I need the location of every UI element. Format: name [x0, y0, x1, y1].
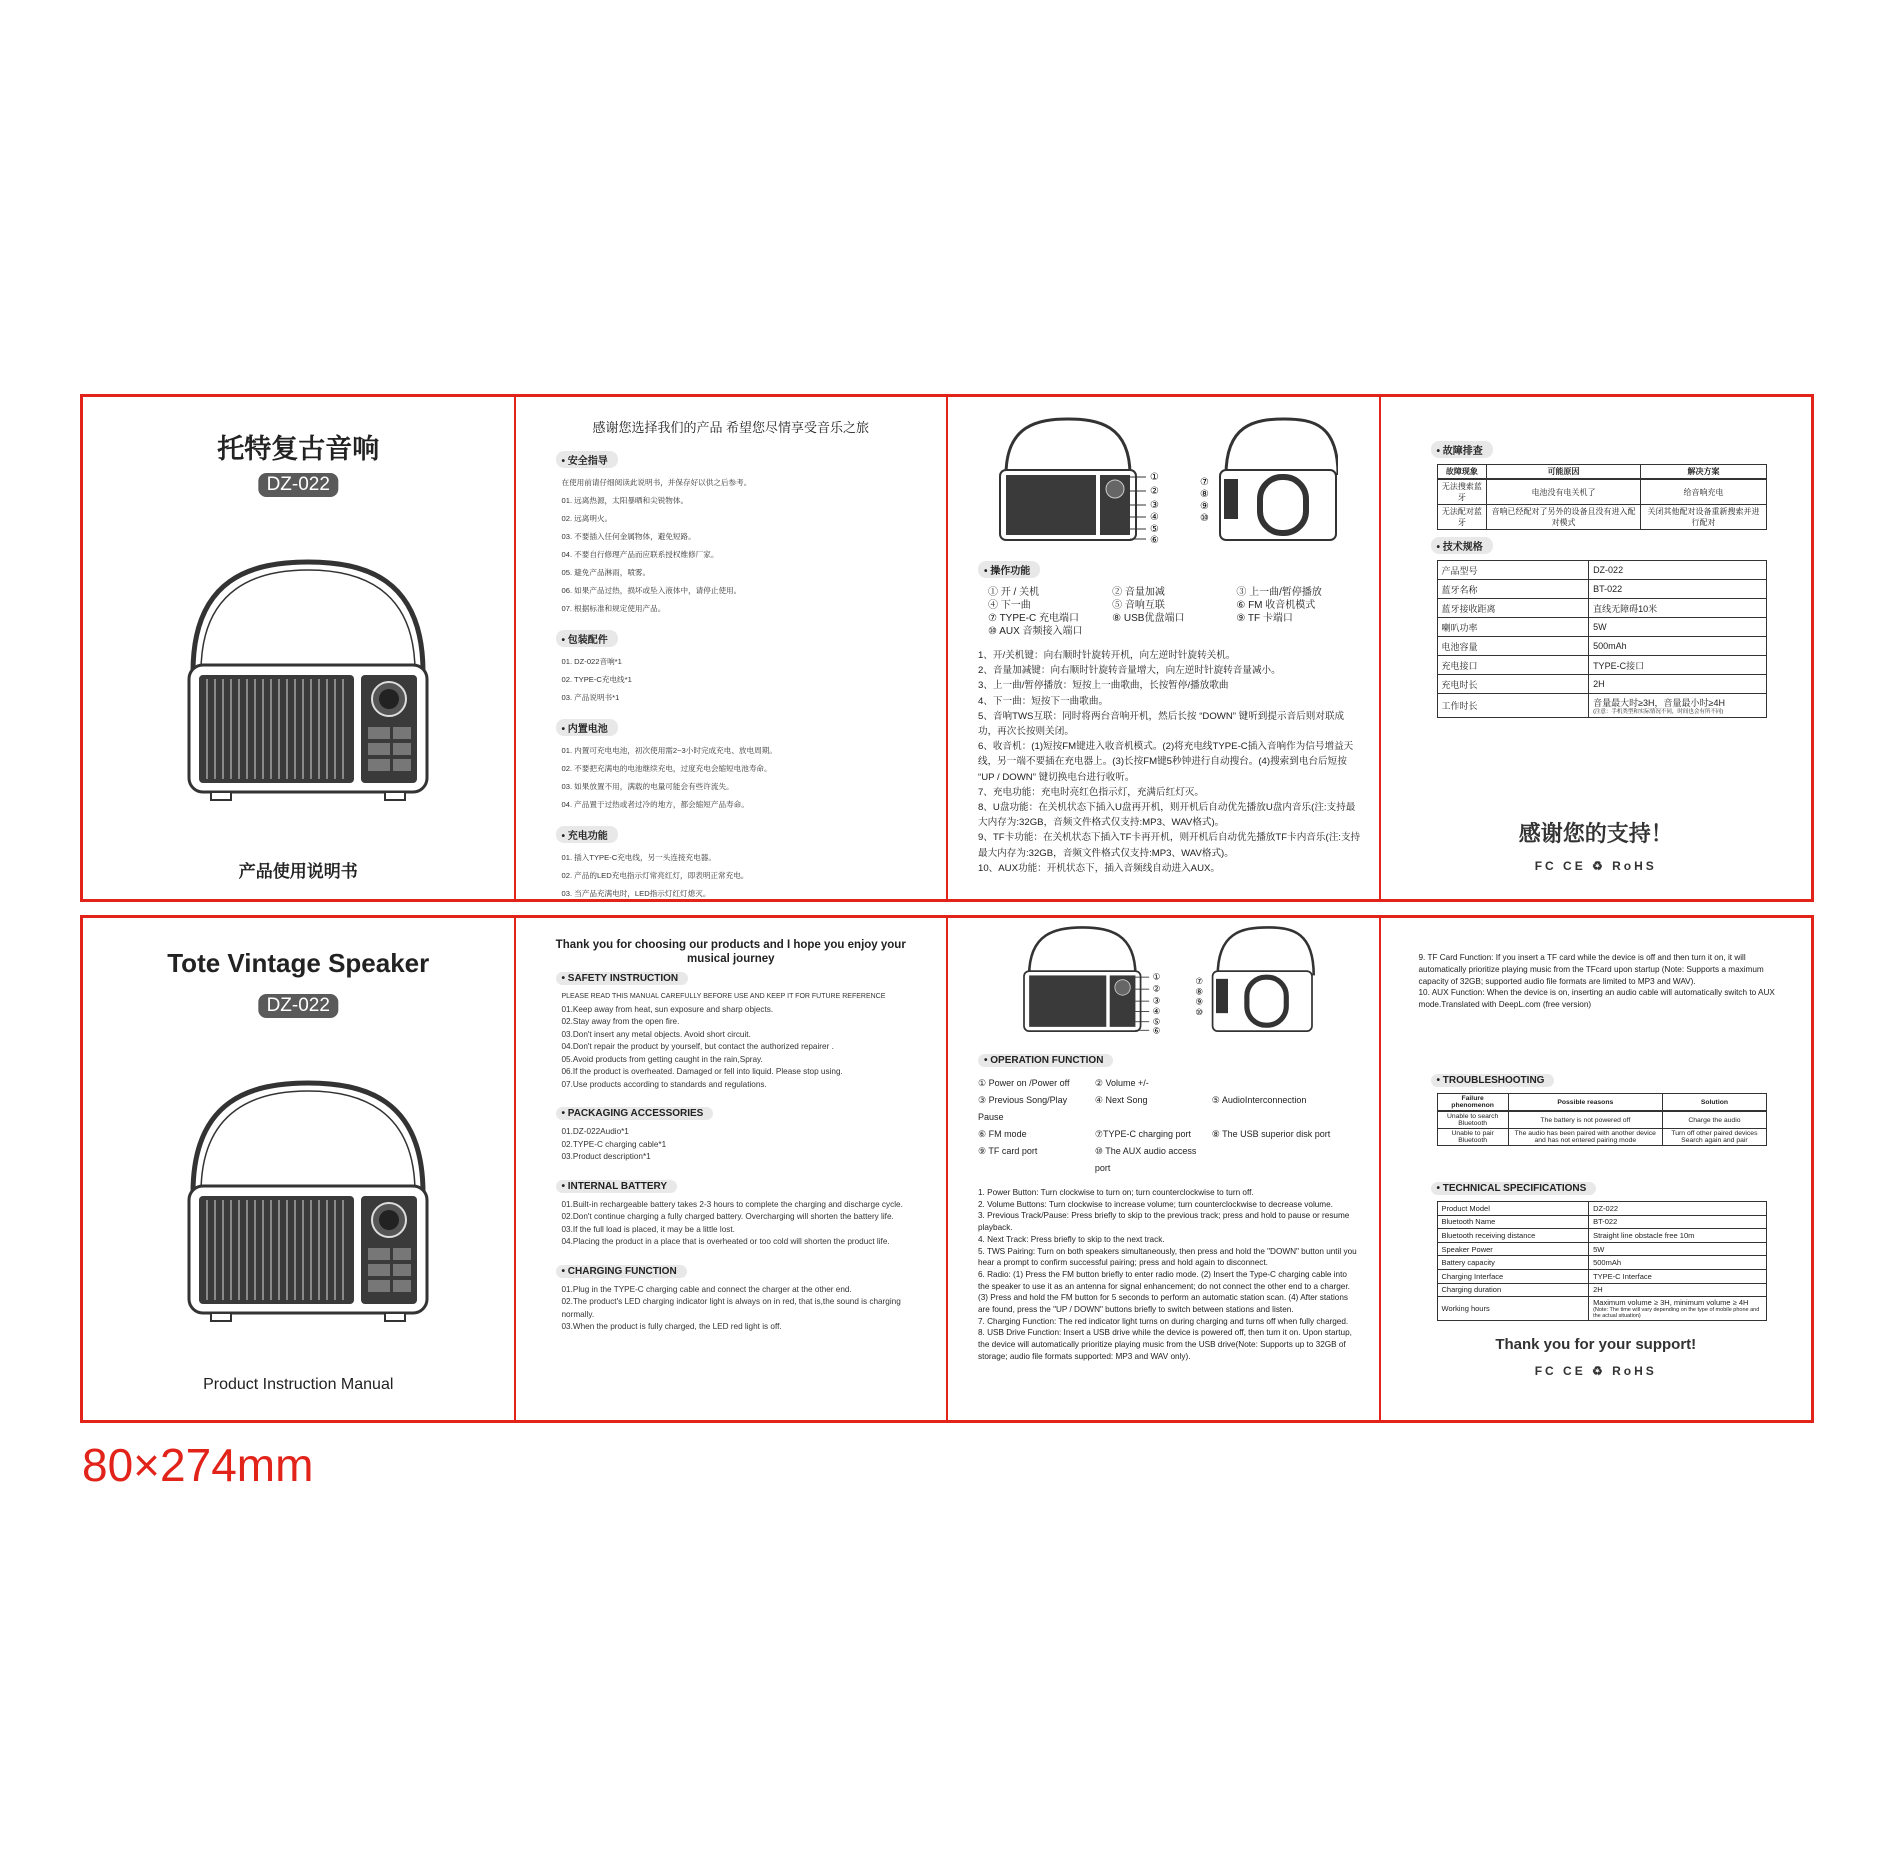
table-row [1437, 656, 1767, 675]
op-item: ⑥ FM 收音机模式 [1236, 600, 1316, 611]
text-line: 04. 产品置于过热或者过冷的地方，都会缩短产品寿命。 [561, 800, 749, 809]
table-cell: 给音响充电 [1640, 479, 1766, 505]
table-row [1437, 599, 1767, 618]
op-item: ⑤ AudioInterconnection [1211, 1095, 1307, 1105]
text-line: 01. 内置可充电电池，初次使用需2~3小时完成充电、放电周期。 [561, 746, 777, 755]
callout-10: ⑩ [1195, 1007, 1204, 1018]
text-line: 6、收音机：(1)短按FM键进入收音机模式。(2)将充电线TYPE-C插入音响作为信号增益天线，另一端不要插在充电器上。(3)长按FM键5秒钟进行自动搜台。(4)搜索到电台后短按 “UP / DOWN” 键切换电台进行收听。 [978, 741, 1354, 783]
text-line: 5. TWS Pairing: Turn on both speakers simultaneously, then press and hold the "DOWN" button until you hear a prompt to confirm successful pairing; press and hold again to disconnect. [978, 1246, 1357, 1268]
table-cell: 工作时长 [1437, 694, 1589, 718]
text-line: 02. 产品的LED充电指示灯常亮红灯，即表明正常充电。 [561, 871, 749, 880]
table-cell: Bluetooth Name [1437, 1215, 1589, 1229]
cover-footer: Product Instruction Manual [203, 1376, 394, 1393]
text-line: 7. Charging Function: The red indicator light turns on during charging and turns off when fully charged. [978, 1316, 1349, 1326]
work-hours-note: (注意：手机类型和实际情况不同，时间也会有所不同) [1593, 709, 1724, 715]
section-safety [556, 966, 917, 1091]
table-cell [1589, 1297, 1767, 1321]
callout-8: ⑧ [1200, 489, 1209, 500]
table-cell: TYPE-C Interface [1589, 1269, 1767, 1283]
table-cell: 充电时长 [1437, 675, 1589, 694]
operation-functions [978, 1048, 1361, 1363]
text-line: 2、音量加减键：向右顺时针旋转音量增大，向左逆时针旋转音量减小。 [978, 665, 1281, 677]
panel-cover-en [83, 918, 516, 1420]
text-line: 3、上一曲/暂停播放：短按上一曲歌曲，长按暂停/播放歌曲 [978, 680, 1229, 692]
cert-logos-icon: FC CE ♻ RoHS [1534, 859, 1657, 873]
text-line: 03.Product description*1 [561, 1152, 651, 1161]
speaker-illustration [183, 547, 433, 807]
callout-8: ⑧ [1195, 987, 1204, 998]
table-row [1437, 479, 1767, 505]
callout-4: ④ [1152, 1007, 1161, 1017]
callout-1: ① [1150, 472, 1159, 483]
continued-functions [1419, 952, 1782, 1011]
op-item: ② Volume +/- [1094, 1078, 1149, 1088]
text-line: 4、下一曲：短按下一曲歌曲。 [978, 695, 1109, 707]
table-row [1437, 505, 1767, 530]
intro-text: Thank you for choosing our products and I hope you enjoy your musical journey [555, 939, 906, 966]
op-item: ④ 下一曲 [988, 600, 1031, 611]
model-badge: DZ-022 [259, 994, 338, 1018]
spec-table [1437, 1201, 1768, 1321]
ops-list [978, 1187, 1361, 1363]
dimension-label: 80×274mm [82, 1439, 314, 1491]
table-cell: 无法搜索蓝牙 [1437, 479, 1487, 505]
callout-3: ③ [1150, 500, 1159, 511]
table-cell: 500mAh [1589, 637, 1767, 656]
table-row [1437, 1256, 1767, 1270]
sheet-chinese [80, 394, 1814, 902]
panel-functions-en [948, 918, 1381, 1420]
spec-block [1431, 535, 1762, 718]
text-line: 06. 如果产品过热，损坏或坠入液体中，请停止使用。 [561, 586, 742, 595]
section-title: • 安全指导 [556, 451, 618, 468]
table-cell: 蓝牙接收距离 [1437, 599, 1589, 618]
work-hours-note: (Note: The time will vary depending on the type of mobile phone and the actual situation) [1593, 1307, 1760, 1320]
callout-9: ⑨ [1195, 997, 1204, 1008]
callout-2: ② [1152, 984, 1161, 995]
manual-sections [556, 449, 917, 899]
text-line: 04.Don't repair the product by yourself, but contact the authorized repairer . [561, 1042, 834, 1051]
table-row [1437, 580, 1767, 599]
text-line: 02. 远离明火。 [561, 514, 613, 523]
work-hours-value: Maximum volume ≥ 3H, minimum volume ≥ 4H [1593, 1298, 1749, 1308]
op-item: ⑩ The AUX audio access port [1094, 1146, 1197, 1173]
op-item: ② 音量加减 [1112, 587, 1165, 598]
table-cell: 2H [1589, 675, 1767, 694]
text-line: 8、U盘功能：在关机状态下插入U盘再开机，则开机后自动优先播放U盘内音乐(注:支持最大内存为:32GB，音频文件格式仅支持:MP3、WAV格式)。 [978, 802, 1356, 829]
section-accessories [556, 1101, 917, 1164]
operation-functions [978, 559, 1361, 876]
op-item: ⑧ The USB superior disk port [1211, 1129, 1331, 1139]
callout-7: ⑦ [1195, 977, 1204, 987]
panel-functions-cn [948, 397, 1381, 899]
speaker-diagram [998, 924, 1338, 1044]
section-title: • OPERATION FUNCTION [978, 1054, 1113, 1067]
table-cell: BT-022 [1589, 580, 1767, 599]
callout-1: ① [1152, 972, 1161, 983]
text-line: 01.Built-in rechargeable battery takes 2-3 hours to complete the charging and discharge cycle. [561, 1199, 903, 1209]
text-line: 01. DZ-022音响*1 [561, 657, 622, 666]
op-item: ① Power on /Power off [978, 1078, 1070, 1088]
table-row [1437, 1202, 1767, 1216]
table-cell: 直线无障碍10米 [1589, 599, 1767, 618]
callout-6: ⑥ [1152, 1026, 1161, 1037]
cert-logos-icon: FC CE ♻ RoHS [1534, 1364, 1657, 1378]
table-cell: Unable to pair Bluetooth [1437, 1129, 1508, 1146]
text-line: 8. USB Drive Function: Insert a USB drive while the device is powered off, then turn it on. Upon startup, the device will automatically prioritize playing music from the USB drive(Note: Supports up to 32GB of storage; audio file formats supported: MP3 and WAV only). [978, 1328, 1352, 1361]
text-line: 05.Avoid products from getting caught in the rain,Spray. [561, 1054, 763, 1064]
table-cell: Charging duration [1437, 1283, 1589, 1297]
table-cell: 充电接口 [1437, 656, 1589, 675]
callout-3: ③ [1152, 996, 1161, 1007]
text-line: 在使用前请仔细阅读此说明书，并保存好以供之后参考。 [561, 478, 752, 487]
section-title: • TECHNICAL SPECIFICATIONS [1431, 1182, 1597, 1195]
section-battery [556, 717, 917, 814]
section-title: • 包装配件 [556, 630, 618, 647]
table-cell: Speaker Power [1437, 1242, 1589, 1256]
op-item [1212, 1143, 1361, 1177]
speaker-illustration [183, 1068, 433, 1328]
text-line: 9. TF Card Function: If you insert a TF card while the device is off and then turn it on, it will automatically prioritize playing music from the TFcard upon startup (Note: Supports a maximum capacity of 32GB; supported audio file formats are limited to MP3 and WAV). [1418, 953, 1764, 986]
table-row [1437, 1269, 1767, 1283]
text-line: 7、充电功能：充电时亮红色指示灯，充满后红灯灭。 [978, 786, 1204, 798]
table-row [1437, 1283, 1767, 1297]
thanks-text: Thank you for your support! [1495, 1336, 1697, 1353]
op-item: ⑨ TF card port [978, 1146, 1038, 1156]
table-header: Failure phenomenon [1437, 1094, 1508, 1112]
table-cell: Working hours [1437, 1297, 1589, 1321]
troubleshooting-table [1437, 1093, 1768, 1146]
text-line: 04. 不要自行修理产品而应联系授权维修厂家。 [561, 550, 719, 559]
troubleshooting-table [1437, 464, 1768, 530]
thanks-text: 感谢您的支持！ [1518, 821, 1673, 846]
table-row [1437, 1111, 1767, 1129]
table-cell: Straight line obstacle free 10m [1589, 1229, 1767, 1243]
callout-5: ⑤ [1152, 1017, 1161, 1028]
speaker-diagram [998, 415, 1338, 555]
ops-grid [978, 1075, 1361, 1177]
table-cell: 关闭其他配对设备重新搜索并进行配对 [1640, 505, 1766, 530]
text-line: 07. 根据标准和规定使用产品。 [561, 604, 666, 613]
table-cell: Battery capacity [1437, 1256, 1589, 1270]
op-item: ⑥ FM mode [978, 1129, 1027, 1139]
table-cell: 音响已经配对了另外的设备且没有进入配对模式 [1487, 505, 1641, 530]
table-cell: 电池容量 [1437, 637, 1589, 656]
op-item: ③ 上一曲/暂停播放 [1236, 587, 1322, 598]
table-header: 可能原因 [1487, 465, 1641, 480]
panel-cover-cn [83, 397, 516, 899]
text-line: 02.TYPE-C charging cable*1 [561, 1139, 667, 1149]
table-cell: 喇叭功率 [1437, 618, 1589, 637]
table-cell: 5W [1589, 618, 1767, 637]
text-line: 07.Use products according to standards and regulations. [561, 1079, 767, 1089]
table-row [1437, 561, 1767, 580]
text-line: 02. 不要把充满电的电池继续充电，过度充电会缩短电池寿命。 [561, 764, 772, 773]
work-hours-value: 音量最大时≥3H，音量最小时≥4H [1593, 698, 1725, 708]
panel-manual-en [516, 918, 949, 1420]
section-safety [556, 449, 917, 618]
section-title: • CHARGING FUNCTION [556, 1265, 687, 1278]
callout-4: ④ [1150, 512, 1159, 523]
op-item: ① 开 / 关机 [988, 587, 1040, 598]
table-cell: 5W [1589, 1242, 1767, 1256]
section-battery [556, 1174, 917, 1249]
table-row [1437, 1215, 1767, 1229]
table-cell: The battery is not powered off [1508, 1111, 1662, 1129]
text-line: 04.Placing the product in a place that is overheated or too cold will shorten the product life. [561, 1237, 890, 1246]
text-line: 03. 不要插入任何金属物体，避免短路。 [561, 532, 696, 541]
table-cell: 产品型号 [1437, 561, 1589, 580]
text-line: 01. 插入TYPE-C充电线，另一头连接充电器。 [561, 853, 716, 862]
text-line: 3. Previous Track/Pause: Press briefly to skip to the previous track; press and hold to pause or resume playback. [978, 1211, 1350, 1233]
section-title: • PACKAGING ACCESSORIES [556, 1107, 714, 1120]
section-title: • SAFETY INSTRUCTION [556, 972, 689, 985]
table-header: Possible reasons [1508, 1094, 1662, 1112]
text-line: 02. TYPE-C充电线*1 [561, 675, 632, 684]
table-cell: Charge the audio [1662, 1111, 1766, 1129]
text-line: 2. Volume Buttons: Turn clockwise to increase volume; turn counterclockwise to decrease volume. [978, 1199, 1333, 1209]
table-cell: BT-022 [1589, 1215, 1767, 1229]
text-line: 5、音响TWS互联：同时将两台音响开机，然后长按 “DOWN” 键听到提示音后则对联成功，再次长按则关闭。 [978, 710, 1345, 738]
section-title: • 操作功能 [978, 561, 1040, 578]
text-line: 6. Radio: (1) Press the FM button briefly to enter radio mode. (2) Insert the Type-C charging cable into the speaker to use it as an antenna for signal enhancement; do not connect the other end to a charger. (3) Press and hold the FM button for 5 seconds to perform an automatic station scan. (4) After stations are found, press the "UP / DOWN" buttons briefly to switch between stations and listen. [978, 1269, 1350, 1315]
intro-text: 感谢您选择我们的产品 希望您尽情享受音乐之旅 [592, 420, 870, 435]
text-line: 03.When the product is fully charged, the LED red light is off. [561, 1322, 782, 1331]
callout-2: ② [1150, 486, 1159, 497]
text-line: 01.Plug in the TYPE-C charging cable and connect the charger at the other end. [561, 1284, 852, 1294]
section-charging [556, 1259, 917, 1334]
ops-grid [988, 586, 1361, 638]
text-line: 03.Don't insert any metal objects. Avoid short circuit. [561, 1029, 751, 1039]
text-line: 03.If the full load is placed, it may be a little lost. [561, 1224, 735, 1234]
troubleshooting-block [1431, 439, 1762, 530]
op-item: ⑤ 音响互联 [1112, 600, 1165, 611]
section-accessories [556, 628, 917, 707]
text-line: 02.Don't continue charging a fully charged battery. Overcharging will shorten the battery life. [561, 1212, 894, 1221]
table-cell: Product Model [1437, 1202, 1589, 1216]
section-title: • TROUBLESHOOTING [1431, 1074, 1555, 1087]
text-line: 01. 远离热源，太阳暴晒和尖锐物体。 [561, 496, 689, 505]
text-line: 10、AUX功能：开机状态下，插入音频线自动进入AUX。 [978, 862, 1220, 874]
table-header: 故障现象 [1437, 465, 1487, 480]
table-cell [1589, 694, 1767, 718]
table-cell: 500mAh [1589, 1256, 1767, 1270]
table-cell: Turn off other paired devices Search again and pair [1662, 1129, 1766, 1146]
table-cell: The audio has been paired with another device and has not entered pairing mode [1508, 1129, 1662, 1146]
table-row [1437, 618, 1767, 637]
spec-block [1431, 1176, 1762, 1321]
op-item: ⑦TYPE-C charging port [1094, 1129, 1191, 1139]
text-line: 02.Stay away from the open fire. [561, 1017, 680, 1026]
section-title: • INTERNAL BATTERY [556, 1180, 678, 1193]
panel-specs-cn [1381, 397, 1812, 899]
op-item: ⑨ TF 卡端口 [1236, 613, 1293, 624]
op-item: ⑧ USB优盘端口 [1112, 613, 1185, 624]
model-badge: DZ-022 [259, 473, 338, 497]
table-cell: 2H [1589, 1283, 1767, 1297]
callout-7: ⑦ [1200, 477, 1209, 488]
op-item: ⑩ AUX 音频接入端口 [988, 626, 1083, 637]
op-item: ⑦ TYPE-C 充电端口 [988, 613, 1080, 624]
callout-5: ⑤ [1150, 524, 1159, 535]
text-line: 1、开/关机键：向右顺时针旋转开机，向左逆时针旋转关机。 [978, 650, 1236, 661]
table-row [1437, 1297, 1767, 1321]
text-line: 9、TF卡功能：在关机状态下插入TF卡再开机，则开机后自动优先播放TF卡内音乐(注:支持最大内存为:32GB，音频文件格式仅支持:MP3、WAV格式)。 [978, 832, 1361, 859]
text-line: 01.Keep away from heat, sun exposure and sharp objects. [561, 1004, 774, 1014]
table-cell: 蓝牙名称 [1437, 580, 1589, 599]
section-title: • 充电功能 [556, 826, 618, 843]
callout-6: ⑥ [1150, 535, 1159, 546]
table-row [1437, 1129, 1767, 1146]
text-line: PLEASE READ THIS MANUAL CAREFULLY BEFORE USE AND KEEP IT FOR FUTURE REFERENCE [561, 993, 886, 1000]
table-header: 解决方案 [1640, 465, 1766, 480]
section-charging [556, 824, 917, 899]
cover-title: Tote Vintage Speaker [167, 948, 430, 978]
ops-list [978, 648, 1361, 876]
text-line: 03. 产品说明书*1 [561, 693, 620, 702]
cover-title: 托特复古音响 [217, 434, 380, 464]
text-line: 03. 当产品充满电时，LED指示灯红灯熄灭。 [561, 889, 711, 898]
cover-footer: 产品使用说明书 [238, 862, 358, 881]
table-header: Solution [1662, 1094, 1766, 1112]
text-line: 03. 如果放置不用，满载的电量可能会有些许流失。 [561, 782, 734, 791]
text-line: 06.If the product is overheated. Damaged or fell into liquid. Please stop using. [561, 1067, 843, 1076]
table-row [1437, 1229, 1767, 1243]
sheet-english [80, 915, 1814, 1423]
spec-table [1437, 560, 1768, 718]
table-row [1437, 1242, 1767, 1256]
troubleshooting-block [1431, 1068, 1762, 1146]
table-cell: Unable to search Bluetooth [1437, 1111, 1508, 1129]
table-row [1437, 694, 1767, 718]
panel-specs-en [1381, 918, 1812, 1420]
manual-sections [556, 966, 917, 1344]
table-cell: DZ-022 [1589, 1202, 1767, 1216]
text-line: 4. Next Track: Press briefly to skip to the next track. [978, 1234, 1165, 1244]
table-cell: TYPE-C接口 [1589, 656, 1767, 675]
op-item: ③ Previous Song/Play Pause [978, 1095, 1068, 1122]
op-item [1212, 1075, 1361, 1092]
text-line: 05. 避免产品淋雨，喷雾。 [561, 568, 651, 577]
table-row [1437, 637, 1767, 656]
table-row [1437, 675, 1767, 694]
table-cell: Bluetooth receiving distance [1437, 1229, 1589, 1243]
table-cell: 电池没有电关机了 [1487, 479, 1641, 505]
text-line: 02.The product's LED charging indicator light is always on in red, that is,the sound is charging normally. [561, 1297, 901, 1319]
callout-10: ⑩ [1200, 513, 1209, 524]
callout-9: ⑨ [1200, 501, 1209, 512]
op-item: ④ Next Song [1094, 1095, 1148, 1105]
panel-manual-cn [516, 397, 949, 899]
text-line: 10. AUX Function: When the device is on, inserting an audio cable will automatically switch to AUX mode.Translated with DeepL.com (free version) [1418, 988, 1775, 1010]
section-title: • 技术规格 [1431, 537, 1493, 554]
text-line: 1. Power Button: Turn clockwise to turn on; turn counterclockwise to turn off. [978, 1188, 1254, 1197]
section-title: • 内置电池 [556, 719, 618, 736]
section-title: • 故障排查 [1431, 441, 1493, 458]
table-cell: 无法配对蓝牙 [1437, 505, 1487, 530]
text-line: 01.DZ-022Audio*1 [561, 1127, 629, 1136]
table-cell: Charging Interface [1437, 1269, 1589, 1283]
table-cell: DZ-022 [1589, 561, 1767, 580]
